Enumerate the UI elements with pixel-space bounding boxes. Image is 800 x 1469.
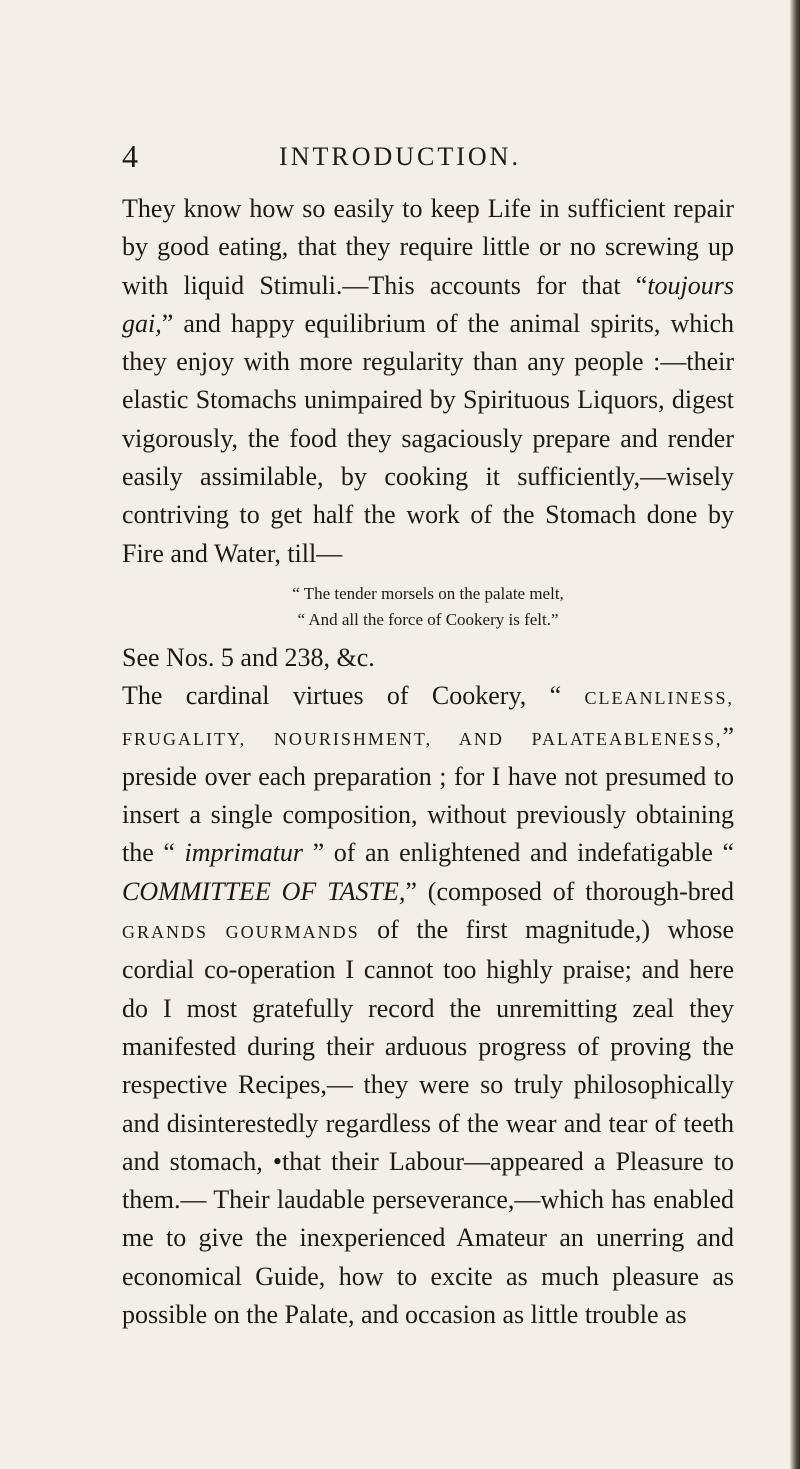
paragraph-1-text: They know how so easily to keep Life in sufficient repair by good eating, that they require little or no screwing up with liquid Stimuli.—This accounts for that “ (122, 194, 734, 300)
paragraph-3 (122, 677, 734, 1334)
paragraph-2: See Nos. 5 and 238, &c. (122, 642, 375, 672)
verse-line-1: “ The tender morsels on the palate melt, (292, 583, 564, 603)
paragraph-3-smallcaps: CLEANLINESS, FRUGALITY, NOURISHMENT, AND PALATEABLENESS, (122, 688, 734, 749)
paragraph-3-c: ” of an enlightened and indefatigable “ (302, 838, 734, 868)
paragraph-3-italic-2: COMMITTEE OF TASTE, (122, 876, 406, 906)
paragraph-3-e: of the first magnitude,) whose cordial co-operation I cannot too highly praise; and here do I most gratefully record the unremitting zeal they manifested during their arduous progress of proving the respective Recipes,— they were so truly philosophically and disinterestedly regardless of the wear and tear of teeth and stomach, •that their Labour—appeared a Pleasure to them.— Their laudable perseverance,—which has enabled me to give the inexperienced Amateur an unerring and economical Guide, how to excite as much pleasure as possible on the Palate, and occasion as little trouble as (122, 915, 735, 1330)
page-number: 4 (122, 138, 138, 174)
paragraph-3-italic-1: imprimatur (184, 838, 303, 868)
paragraph-1 (122, 190, 734, 573)
page-header (0, 138, 800, 178)
paragraph-3-smallcaps-2: GRANDS GOURMANDS (122, 922, 360, 943)
verse-quote (122, 581, 734, 633)
paragraph-3-b: ” preside over each preparation ; for I have not presumed to insert a single composition, without previously obtaining the “ (122, 721, 734, 868)
body-text (122, 190, 734, 1334)
running-head: INTRODUCTION. (279, 142, 521, 171)
paragraph-1-rest: ” and happy equilibrium of the animal spirits, which they enjoy with more regularity than any people :—their elastic Stomachs unimpaired by Spirituous Liquors, digest vigorously, the food they sagaciously prepare and render easily assimilable, by cooking it sufficiently,—wisely contriving to get half the work of the Stomach done by Fire and Water, till— (122, 308, 734, 568)
verse-line-2: “ And all the force of Cookery is felt.” (297, 609, 559, 629)
paragraph-3-d: ” (composed of thorough-bred (405, 876, 734, 906)
paragraph-1-italic: toujours gai, (122, 270, 734, 338)
page-edge-shadow (790, 0, 800, 1469)
paragraph-3-a: The cardinal virtues of Cookery, “ (122, 681, 585, 711)
